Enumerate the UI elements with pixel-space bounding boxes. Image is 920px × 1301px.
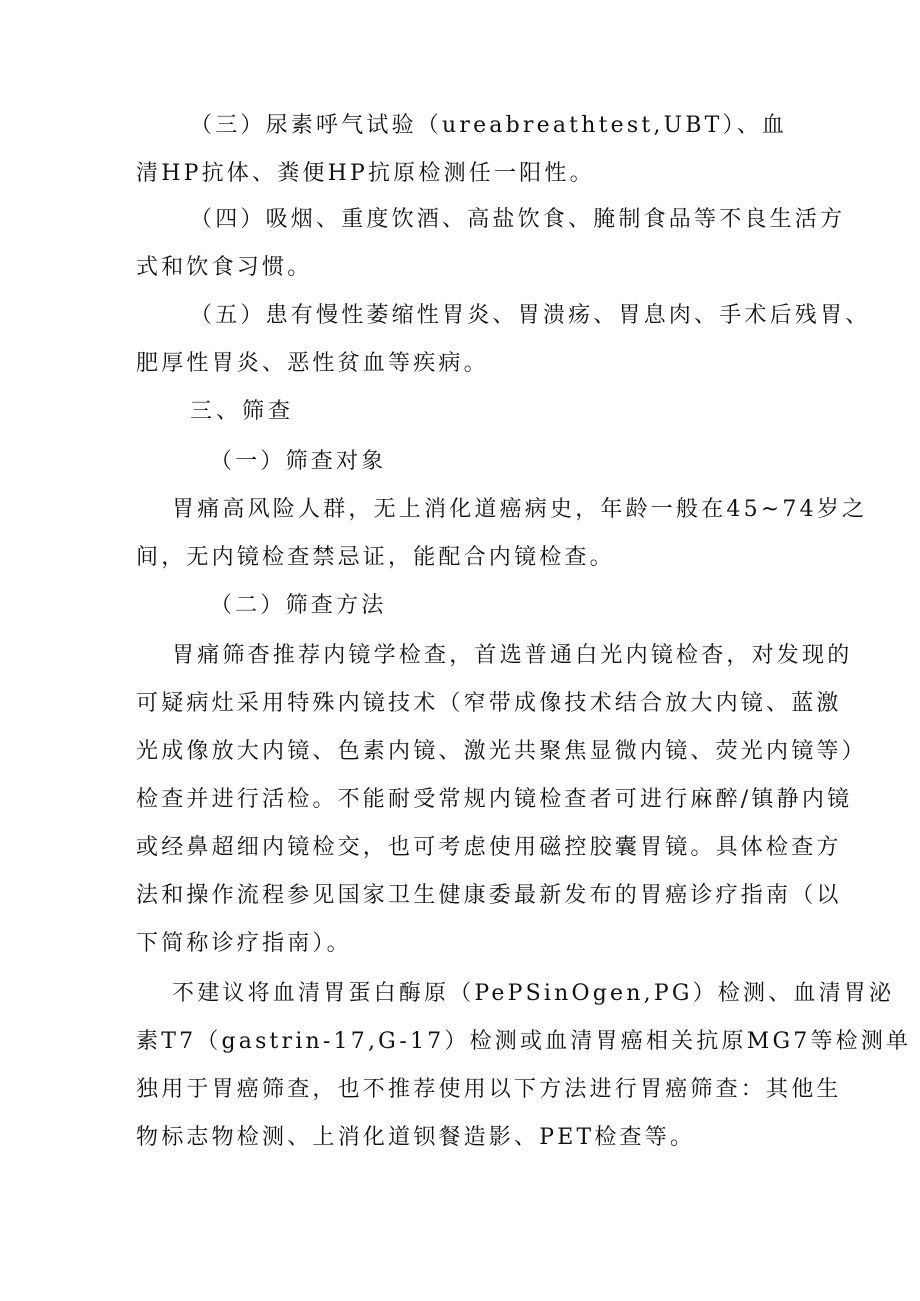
text-line: （四）吸烟、重度饮酒、高盐饮食、腌制食品等不良生活方 <box>190 207 846 232</box>
subsection-heading: （一）筛查对象 <box>210 449 387 474</box>
text-line: （五）患有慢性萎缩性胃炎、胃溃疡、胃息肉、手术后残胃、 <box>190 303 871 328</box>
section-heading: 三、筛查 <box>190 399 295 424</box>
text-line: 物标志物检测、上消化道钡餐造影、PET检查等。 <box>136 1125 696 1150</box>
text-line: 可疑病灶采用特殊内镜技术（窄带成像技术结合放大内镜、蓝激 <box>136 691 842 716</box>
text-line: 或经鼻超细内镜检交，也可考虑使用磁控胶囊胃镜。具体检查方 <box>136 835 842 860</box>
text-line: 光成像放大内镜、色素内镜、激光共聚焦显微内镜、荧光内镜等） <box>136 739 867 764</box>
text-line: 胃痛高风险人群，无上消化道癌病史，年龄一般在45~74岁之 <box>172 497 868 522</box>
text-line: 不建议将血清胃蛋白酶原（PePSinOgen,PG）检测、血清胃泌 <box>172 981 895 1006</box>
text-line: 检查并进行活检。不能耐受常规内镜检查者可进行麻醉/镇静内镜 <box>136 787 853 812</box>
text-line: 素T7（gastrin-17,G-17）检测或血清胃癌相关抗原MG7等检测单 <box>136 1029 912 1054</box>
text-line: 独用于胃癌筛查，也不推荐使用以下方法进行胃癌筛查：其他生 <box>136 1077 842 1102</box>
text-line: 间，无内镜检查禁忌证，能配合内镜检查。 <box>136 545 615 570</box>
text-line: 下简称诊疗指南）。 <box>136 931 352 956</box>
text-line: 清HP抗体、粪便HP抗原检测任一阳性。 <box>136 161 595 186</box>
text-line: 法和操作流程参见国家卫生健康委最新发布的胃癌诊疗指南（以 <box>136 883 842 908</box>
text-line: 式和饮食习惯。 <box>136 255 313 280</box>
subsection-heading: （二）筛查方法 <box>210 593 387 618</box>
text-line: （三）尿素呼气试验（ureabreathtest,UBT）、血 <box>190 113 788 138</box>
text-line: 胃痛筛杳推荐内镜学检查，首选普通白光内镜检杳，对发现的 <box>172 643 853 668</box>
text-line: 肥厚性胃炎、恶性贫血等疾病。 <box>136 351 489 376</box>
